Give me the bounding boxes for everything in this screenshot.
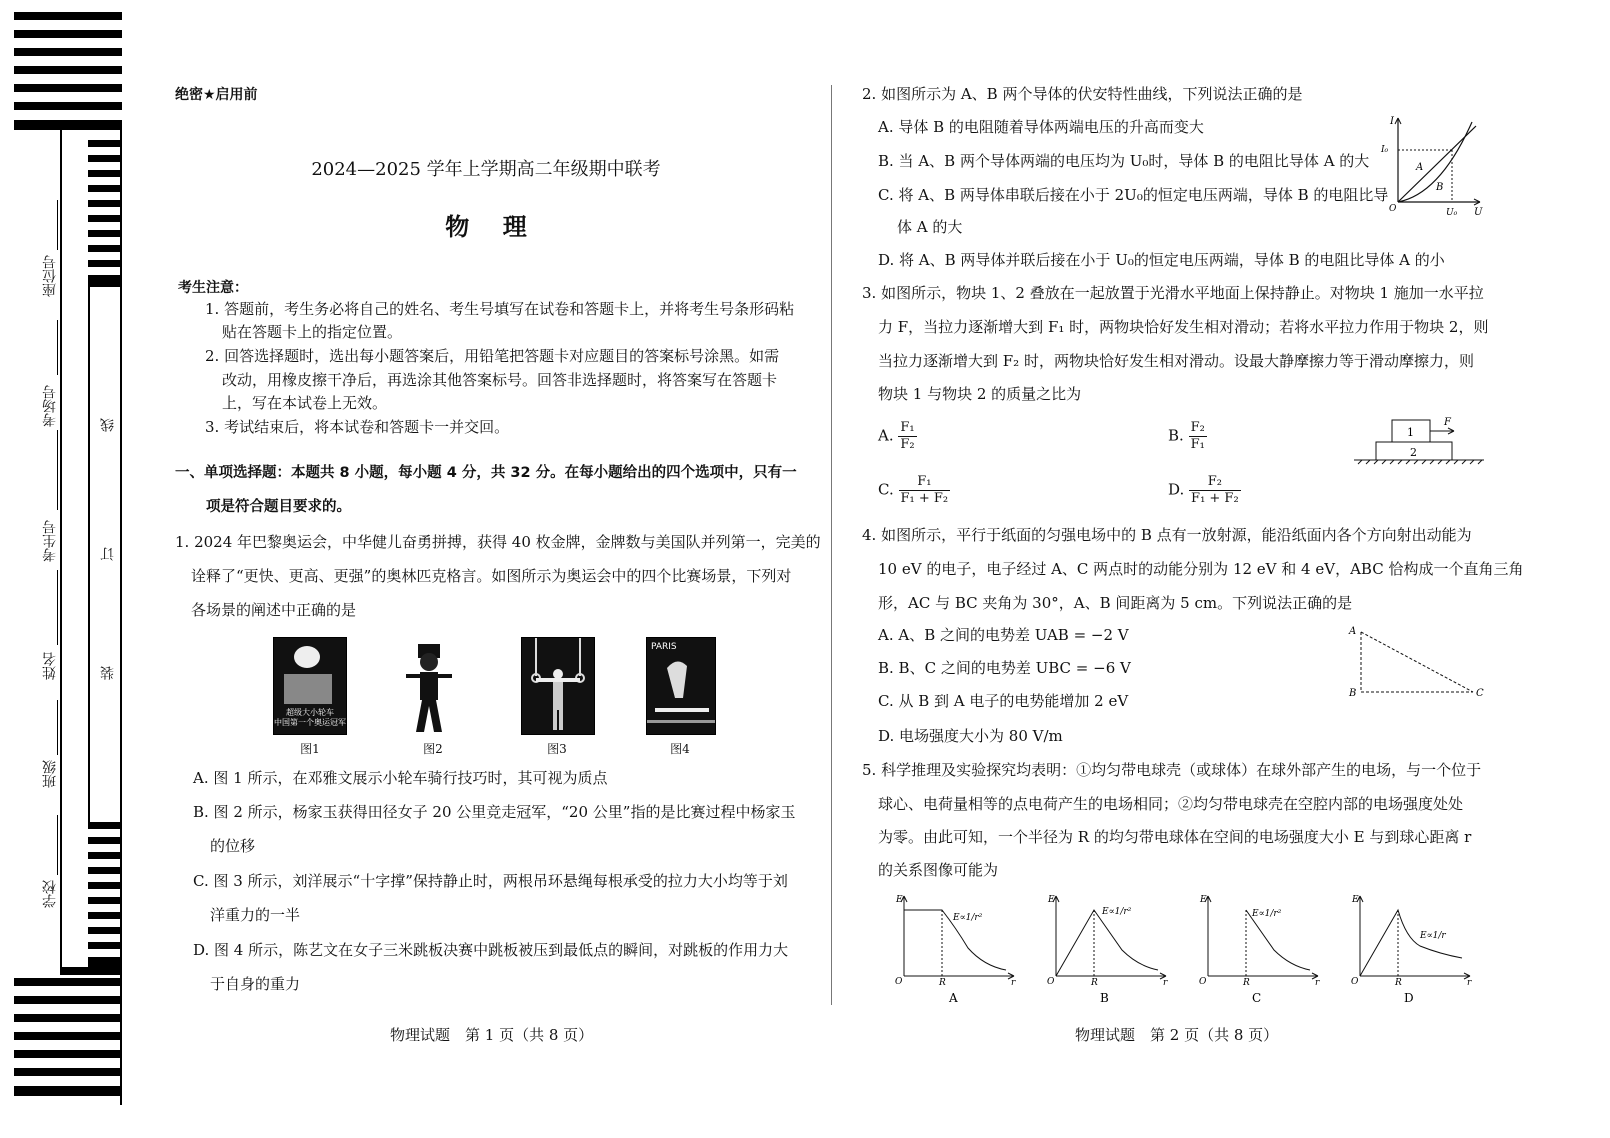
axis-label: R (939, 978, 946, 988)
q1-option-a[interactable]: A. 图 1 所示，在邓雅文展示小轮车骑行技巧时，其可视为质点 (193, 769, 608, 787)
candidate-number-blank[interactable] (57, 430, 58, 510)
formula-label: E∝1/r (1420, 931, 1446, 941)
curve-label: A (1416, 162, 1424, 173)
axis-label: E (1352, 895, 1359, 905)
q1-option-d[interactable]: D. 图 4 所示，陈艺文在女子三米跳板决赛中跳板被压到最低点的瞬间，对跳板的作用力大 (193, 941, 789, 959)
numerator: F₁ (899, 474, 951, 491)
q1-option-d-cont: 于自身的重力 (210, 975, 301, 993)
notice-item: 贴在答题卡上的指定位置。 (222, 323, 403, 341)
q5-stem: 的关系图像可能为 (878, 861, 999, 879)
q4-triangle-figure (1345, 622, 1490, 702)
school-blank[interactable] (57, 815, 58, 875)
cut-mark-staple: 订 (100, 547, 116, 561)
vertex-label: C (1476, 688, 1484, 699)
block-label: 1 (1407, 426, 1414, 439)
q1-photo-2 (396, 636, 462, 734)
name-label: 姓名 (42, 652, 58, 680)
axis-label: r (1315, 978, 1320, 988)
axis-label: r (1011, 978, 1016, 988)
photo-caption-text: 中国第一个奥运冠军 (274, 718, 346, 727)
q1-caption: 图2 (423, 742, 443, 756)
photo-caption-text: 超级大小轮车 (286, 708, 334, 717)
name-blank[interactable] (57, 570, 58, 645)
formula-label: E∝1/r² (1252, 909, 1282, 919)
q4-stem: 10 eV 的电子，电子经过 A、C 两点时的动能分别为 12 eV 和 4 eV，ABC 恰构成一个直角三角 (878, 560, 1524, 578)
q2-option-c-cont: 体 A 的大 (897, 218, 963, 236)
axis-label: U (1474, 207, 1483, 218)
q3-stem: 物块 1 与物块 2 的质量之比为 (878, 385, 1082, 403)
subject-title: 物 理 (445, 213, 527, 241)
q5-graph-c[interactable] (1188, 888, 1328, 1008)
axis-label: O (1389, 204, 1397, 214)
q3-option-a[interactable] (878, 420, 917, 453)
q1-caption: 图3 (547, 742, 567, 756)
q5-graph-b[interactable] (1036, 888, 1176, 1008)
section-heading: 一、单项选择题：本题共 8 小题，每小题 4 分，共 32 分。在每小题给出的四个选项中，只有一 (175, 465, 797, 481)
q4-option-d[interactable]: D. 电场强度大小为 80 V/m (878, 727, 1063, 745)
exam-title: 2024—2025 学年上学期高二年级期中联考 (311, 159, 661, 180)
numerator: F₂ (1189, 474, 1241, 491)
q3-blocks-figure (1352, 412, 1487, 470)
graph-option-label: D (1404, 991, 1414, 1005)
q1-option-b[interactable]: B. 图 2 所示，杨家玉获得田径女子 20 公里竞走冠军，“20 公里”指的是比赛过程中杨家玉 (193, 803, 796, 821)
q1-photo-1 (273, 637, 347, 735)
q1-option-b-cont: 的位移 (210, 837, 256, 855)
graph-option-label: B (1100, 991, 1109, 1005)
section-heading-cont: 项是符合题目要求的。 (206, 499, 351, 515)
formula-label: E∝1/r² (953, 913, 983, 923)
vertex-label: A (1349, 626, 1357, 637)
q2-iu-graph (1380, 112, 1485, 220)
denominator: F₁ + F₂ (900, 491, 949, 506)
column-divider (831, 85, 832, 1005)
axis-label: E (1048, 895, 1055, 905)
option-label: D. (1168, 480, 1185, 499)
q3-option-b[interactable] (1168, 420, 1207, 453)
seat-number-label: 座位号 (42, 255, 58, 297)
notice-heading: 考生注意： (178, 280, 248, 296)
exam-room-blank[interactable] (57, 320, 58, 375)
option-label: C. (878, 480, 894, 499)
notice-item: 2. 回答选择题时，选出每小题答案后，用铅笔把答题卡对应题目的答案标号涂黑。如需 (205, 347, 780, 365)
q1-stem: 各场景的阐述中正确的是 (191, 601, 357, 619)
q5-stem: 5. 科学推理及实验探究均表明：①均匀带电球壳（或球体）在球外部产生的电场，与一个位于 (862, 761, 1482, 779)
q4-stem: 形，AC 与 BC 夹角为 30°，A、B 间距离为 5 cm。下列说法正确的是 (878, 594, 1353, 612)
q2-option-d[interactable]: D. 将 A、B 两导体并联后接在小于 U₀的恒定电压两端，导体 B 的电阻比导体 A 的小 (878, 251, 1445, 269)
denominator: F₁ (1190, 437, 1205, 452)
q1-stem: 1. 2024 年巴黎奥运会，中华健儿奋勇拼搏，获得 40 枚金牌，金牌数与美国队并列第一，完美的 (175, 533, 821, 551)
q4-stem: 4. 如图所示，平行于纸面的匀强电场中的 B 点有一放射源，能沿纸面内各个方向射出动能为 (862, 526, 1472, 544)
q1-stem: 诠释了“更快、更高、更强”的奥林匹克格言。如图所示为奥运会中的四个比赛场景，下列对 (191, 567, 792, 585)
axis-label: r (1467, 978, 1472, 988)
q5-stem: 球心、电荷量相等的点电荷产生的电场相同；②均匀带电球壳在空腔内部的电场强度处处 (878, 795, 1464, 813)
notice-item: 上，写在本试卷上无效。 (222, 394, 388, 412)
q1-caption: 图4 (670, 742, 690, 756)
denominator: F₁ + F₂ (1191, 491, 1239, 506)
axis-label: R (1395, 978, 1402, 988)
axis-label: O (1351, 977, 1359, 987)
axis-label: r (1163, 978, 1168, 988)
q2-option-c[interactable]: C. 将 A、B 两导体串联后接在小于 2U₀的恒定电压两端，导体 B 的电阻比导 (878, 186, 1389, 204)
numerator: F₂ (1190, 420, 1205, 435)
q5-graph-a[interactable] (884, 888, 1024, 1008)
class-blank[interactable] (57, 700, 58, 755)
notice-item: 1. 答题前，考生务必将自己的姓名、考生号填写在试卷和答题卡上，并将考生号条形码粘 (205, 300, 795, 318)
secret-mark: 绝密★启用前 (175, 87, 258, 103)
footer-right: 物理试题 第 2 页（共 8 页） (1075, 1026, 1279, 1044)
cut-mark-bind: 装 (100, 666, 116, 680)
q5-graph-d[interactable] (1340, 888, 1480, 1008)
axis-label: U₀ (1446, 208, 1458, 218)
q1-photo-4 (646, 637, 716, 735)
numerator: F₁ (900, 420, 915, 435)
q1-option-c[interactable]: C. 图 3 所示，刘洋展示“十字撑”保持静止时，两根吊环悬绳每根承受的拉力大小均等于刘 (193, 872, 788, 890)
q4-option-c[interactable]: C. 从 B 到 A 电子的电势能增加 2 eV (878, 692, 1129, 710)
q2-stem: 2. 如图所示为 A、B 两个导体的伏安特性曲线，下列说法正确的是 (862, 85, 1303, 103)
q3-stem: 力 F，当拉力逐渐增大到 F₁ 时，两物块恰好发生相对滑动；若将水平拉力作用于物块 2，则 (878, 318, 1489, 336)
q4-option-a[interactable]: A. A、B 之间的电势差 UAB = −2 V (878, 626, 1129, 644)
footer-left: 物理试题 第 1 页（共 8 页） (390, 1026, 594, 1044)
school-label: 学校 (42, 880, 58, 908)
q1-photo-3 (521, 637, 595, 735)
notice-item: 3. 考试结束后，将本试卷和答题卡一并交回。 (205, 418, 510, 436)
notice-item: 改动，用橡皮擦干净后，再选涂其他答案标号。回答非选择题时，将答案写在答题卡 (222, 371, 778, 389)
axis-label: R (1243, 978, 1250, 988)
force-label: F (1444, 417, 1451, 428)
axis-label: I₀ (1381, 145, 1389, 155)
axis-label: E (1200, 895, 1207, 905)
q3-option-c[interactable] (878, 474, 950, 507)
axis-label: E (896, 895, 903, 905)
exam-room-label: 考场号 (42, 385, 58, 427)
axis-label: O (1047, 977, 1055, 987)
q4-option-b[interactable]: B. B、C 之间的电势差 UBC = −6 V (878, 659, 1131, 677)
q3-stem: 3. 如图所示，物块 1、2 叠放在一起放置于光滑水平地面上保持静止。对物块 1 施加一水平拉 (862, 284, 1484, 302)
q2-option-a[interactable]: A. 导体 B 的电阻随着导体两端电压的升高而变大 (878, 118, 1204, 136)
axis-label: O (1199, 977, 1207, 987)
graph-option-label: C (1252, 991, 1262, 1005)
block-label: 2 (1410, 446, 1417, 459)
q3-option-d[interactable] (1168, 474, 1241, 507)
axis-label: I (1390, 116, 1394, 127)
axis-label: R (1091, 978, 1098, 988)
q1-caption: 图1 (300, 742, 320, 756)
cut-mark-line: 线 (100, 418, 116, 432)
photo-caption-text: PARIS (651, 642, 677, 652)
q5-stem: 为零。由此可知，一个半径为 R 的均匀带电球体在空间的电场强度大小 E 与到球心距离 r (878, 828, 1472, 846)
axis-label: O (895, 977, 903, 987)
q3-stem: 当拉力逐渐增大到 F₂ 时，两物块恰好发生相对滑动。设最大静摩擦力等于滑动摩擦力，则 (878, 352, 1474, 370)
seat-number-blank[interactable] (57, 200, 58, 250)
class-label: 班级 (42, 760, 58, 788)
q2-option-b[interactable]: B. 当 A、B 两个导体两端的电压均为 U₀时，导体 B 的电阻比导体 A 的大 (878, 152, 1370, 170)
curve-label: B (1436, 182, 1444, 193)
graph-option-label: A (949, 991, 958, 1005)
denominator: F₂ (900, 437, 915, 452)
option-label: A. (878, 426, 894, 445)
candidate-number-label: 考生号 (42, 520, 58, 562)
option-label: B. (1168, 426, 1184, 445)
formula-label: E∝1/r² (1102, 907, 1132, 917)
q1-option-c-cont: 洋重力的一半 (210, 906, 301, 924)
vertex-label: B (1349, 688, 1357, 699)
